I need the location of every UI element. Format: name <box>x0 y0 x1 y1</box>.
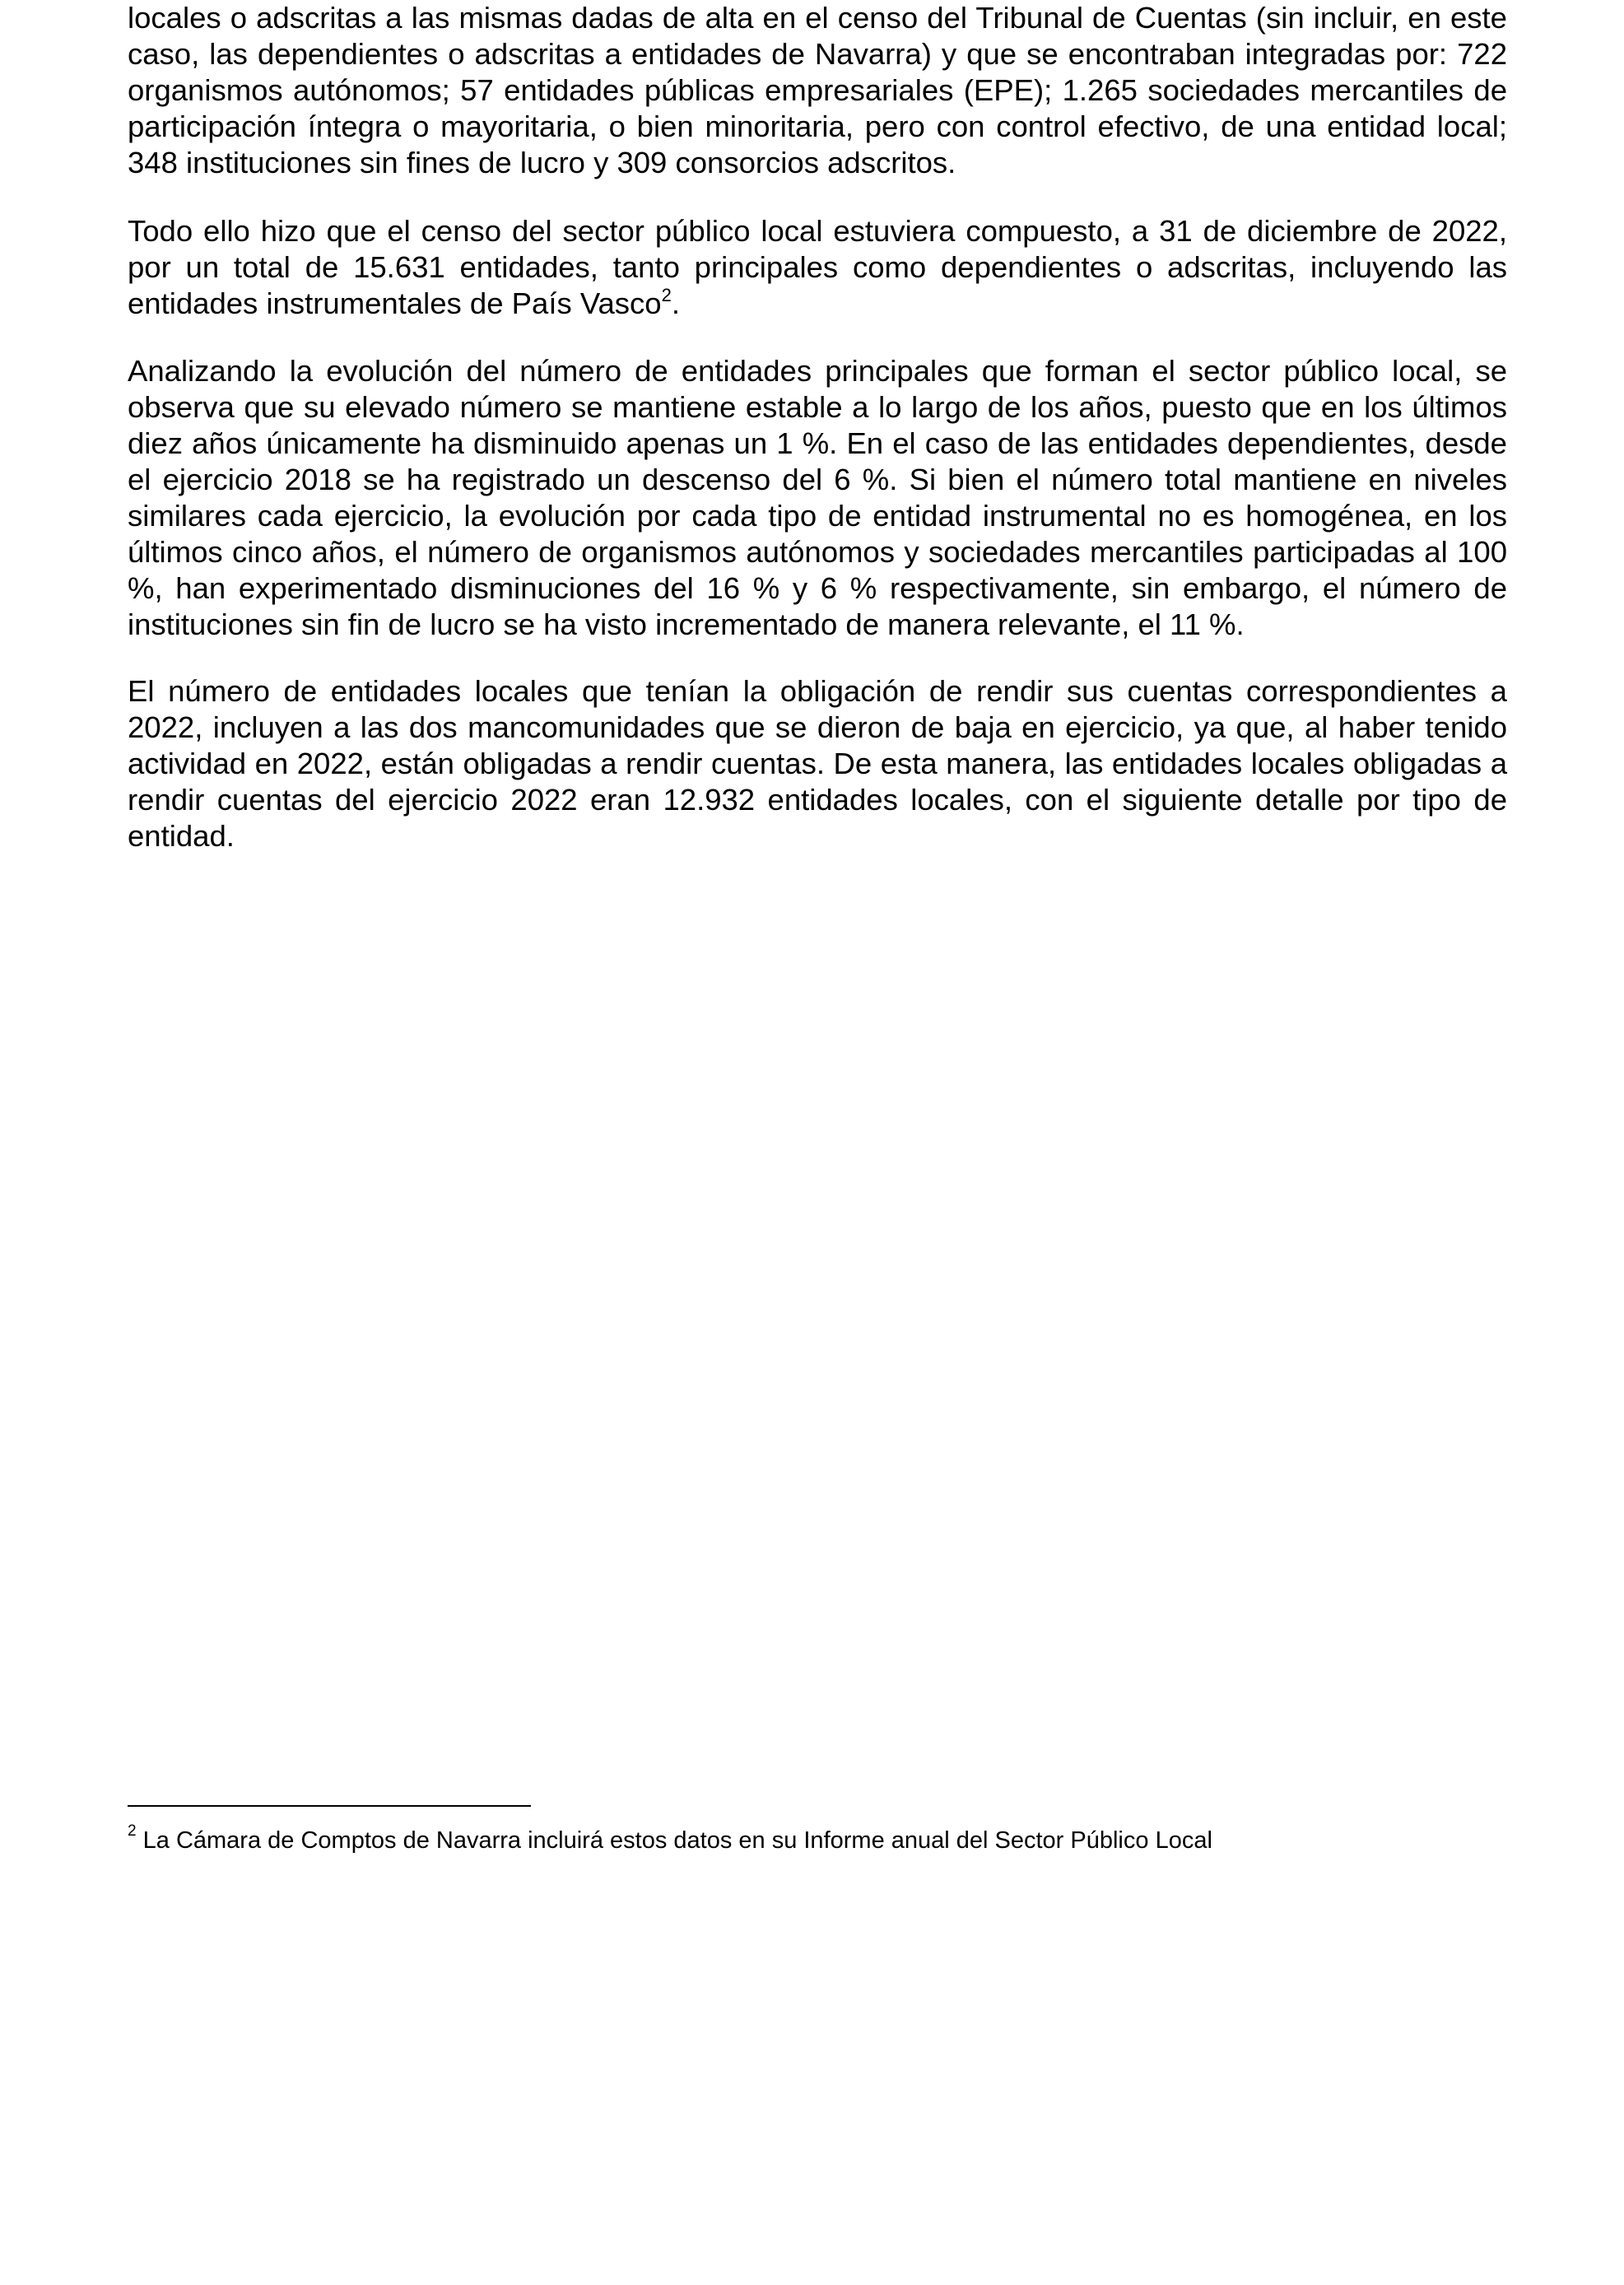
footnote-separator <box>128 1805 531 1807</box>
paragraph-tail: . <box>671 286 680 320</box>
footnote <box>128 1822 1527 1855</box>
footnote-number: 2 <box>128 1822 137 1841</box>
paragraph-censo-entidades-dependientes <box>128 0 1507 181</box>
footnote-text: La Cámara de Comptos de Navarra incluirá estos datos en su Informe anual del Sector Público Local <box>142 1827 1212 1854</box>
paragraph-text: Analizando la evolución del número de entidades principales que forman el sector público local, se observa que su elevado número se mantiene estable a lo largo de los años, puesto que en los últimos diez años únicamente ha disminuido apenas un 1 %. En el caso de las entidades dependientes, desde el ejercicio 2018 se ha registrado un descenso del 6 %. Si bien el número total mantiene en niveles similares cada ejercicio, la evolución por cada tipo de entidad instrumental no es homogénea, en los últimos cinco años, el número de organismos autónomos y sociedades mercantiles participadas al 100 %, han experimentado disminuciones del 16 % y 6 % respectivamente, sin embargo, el número de instituciones sin fin de lucro se ha visto incrementado de manera relevante, el 11 %. <box>128 354 1507 641</box>
footnote-reference[interactable]: 2 <box>661 284 672 305</box>
paragraph-obligacion-rendir-cuentas <box>128 673 1507 854</box>
paragraph-total-censo <box>128 213 1507 322</box>
paragraph-text: locales o adscritas a las mismas dadas de alta en el censo del Tribunal de Cuentas (sin incluir, en este caso, las dependientes o adscritas a entidades de Navarra) y que se encontraban integradas por: 722 organismos autónomos; 57 entidades públicas empresariales (EPE); 1.265 sociedades mercantiles de participación íntegra o mayoritaria, o bien minoritaria, pero con control efectivo, de una entidad local; 348 instituciones sin fines de lucro y 309 consorcios adscritos. <box>128 1 1507 179</box>
paragraph-text: Todo ello hizo que el censo del sector público local estuviera compuesto, a 31 de diciembre de 2022, por un total de 15.631 entidades, tanto principales como dependientes o adscritas, incluyendo las entidades instrumentales de País Vasco <box>128 214 1507 320</box>
paragraph-evolucion-entidades <box>128 353 1507 643</box>
paragraph-text: El número de entidades locales que tenían la obligación de rendir sus cuentas correspondientes a 2022, incluyen a las dos mancomunidades que se dieron de baja en ejercicio, ya que, al haber tenido actividad en 2022, están obligadas a rendir cuentas. De esta manera, las entidades locales obligadas a rendir cuentas del ejercicio 2022 eran 12.932 entidades locales, con el siguiente detalle por tipo de entidad. <box>128 674 1507 853</box>
